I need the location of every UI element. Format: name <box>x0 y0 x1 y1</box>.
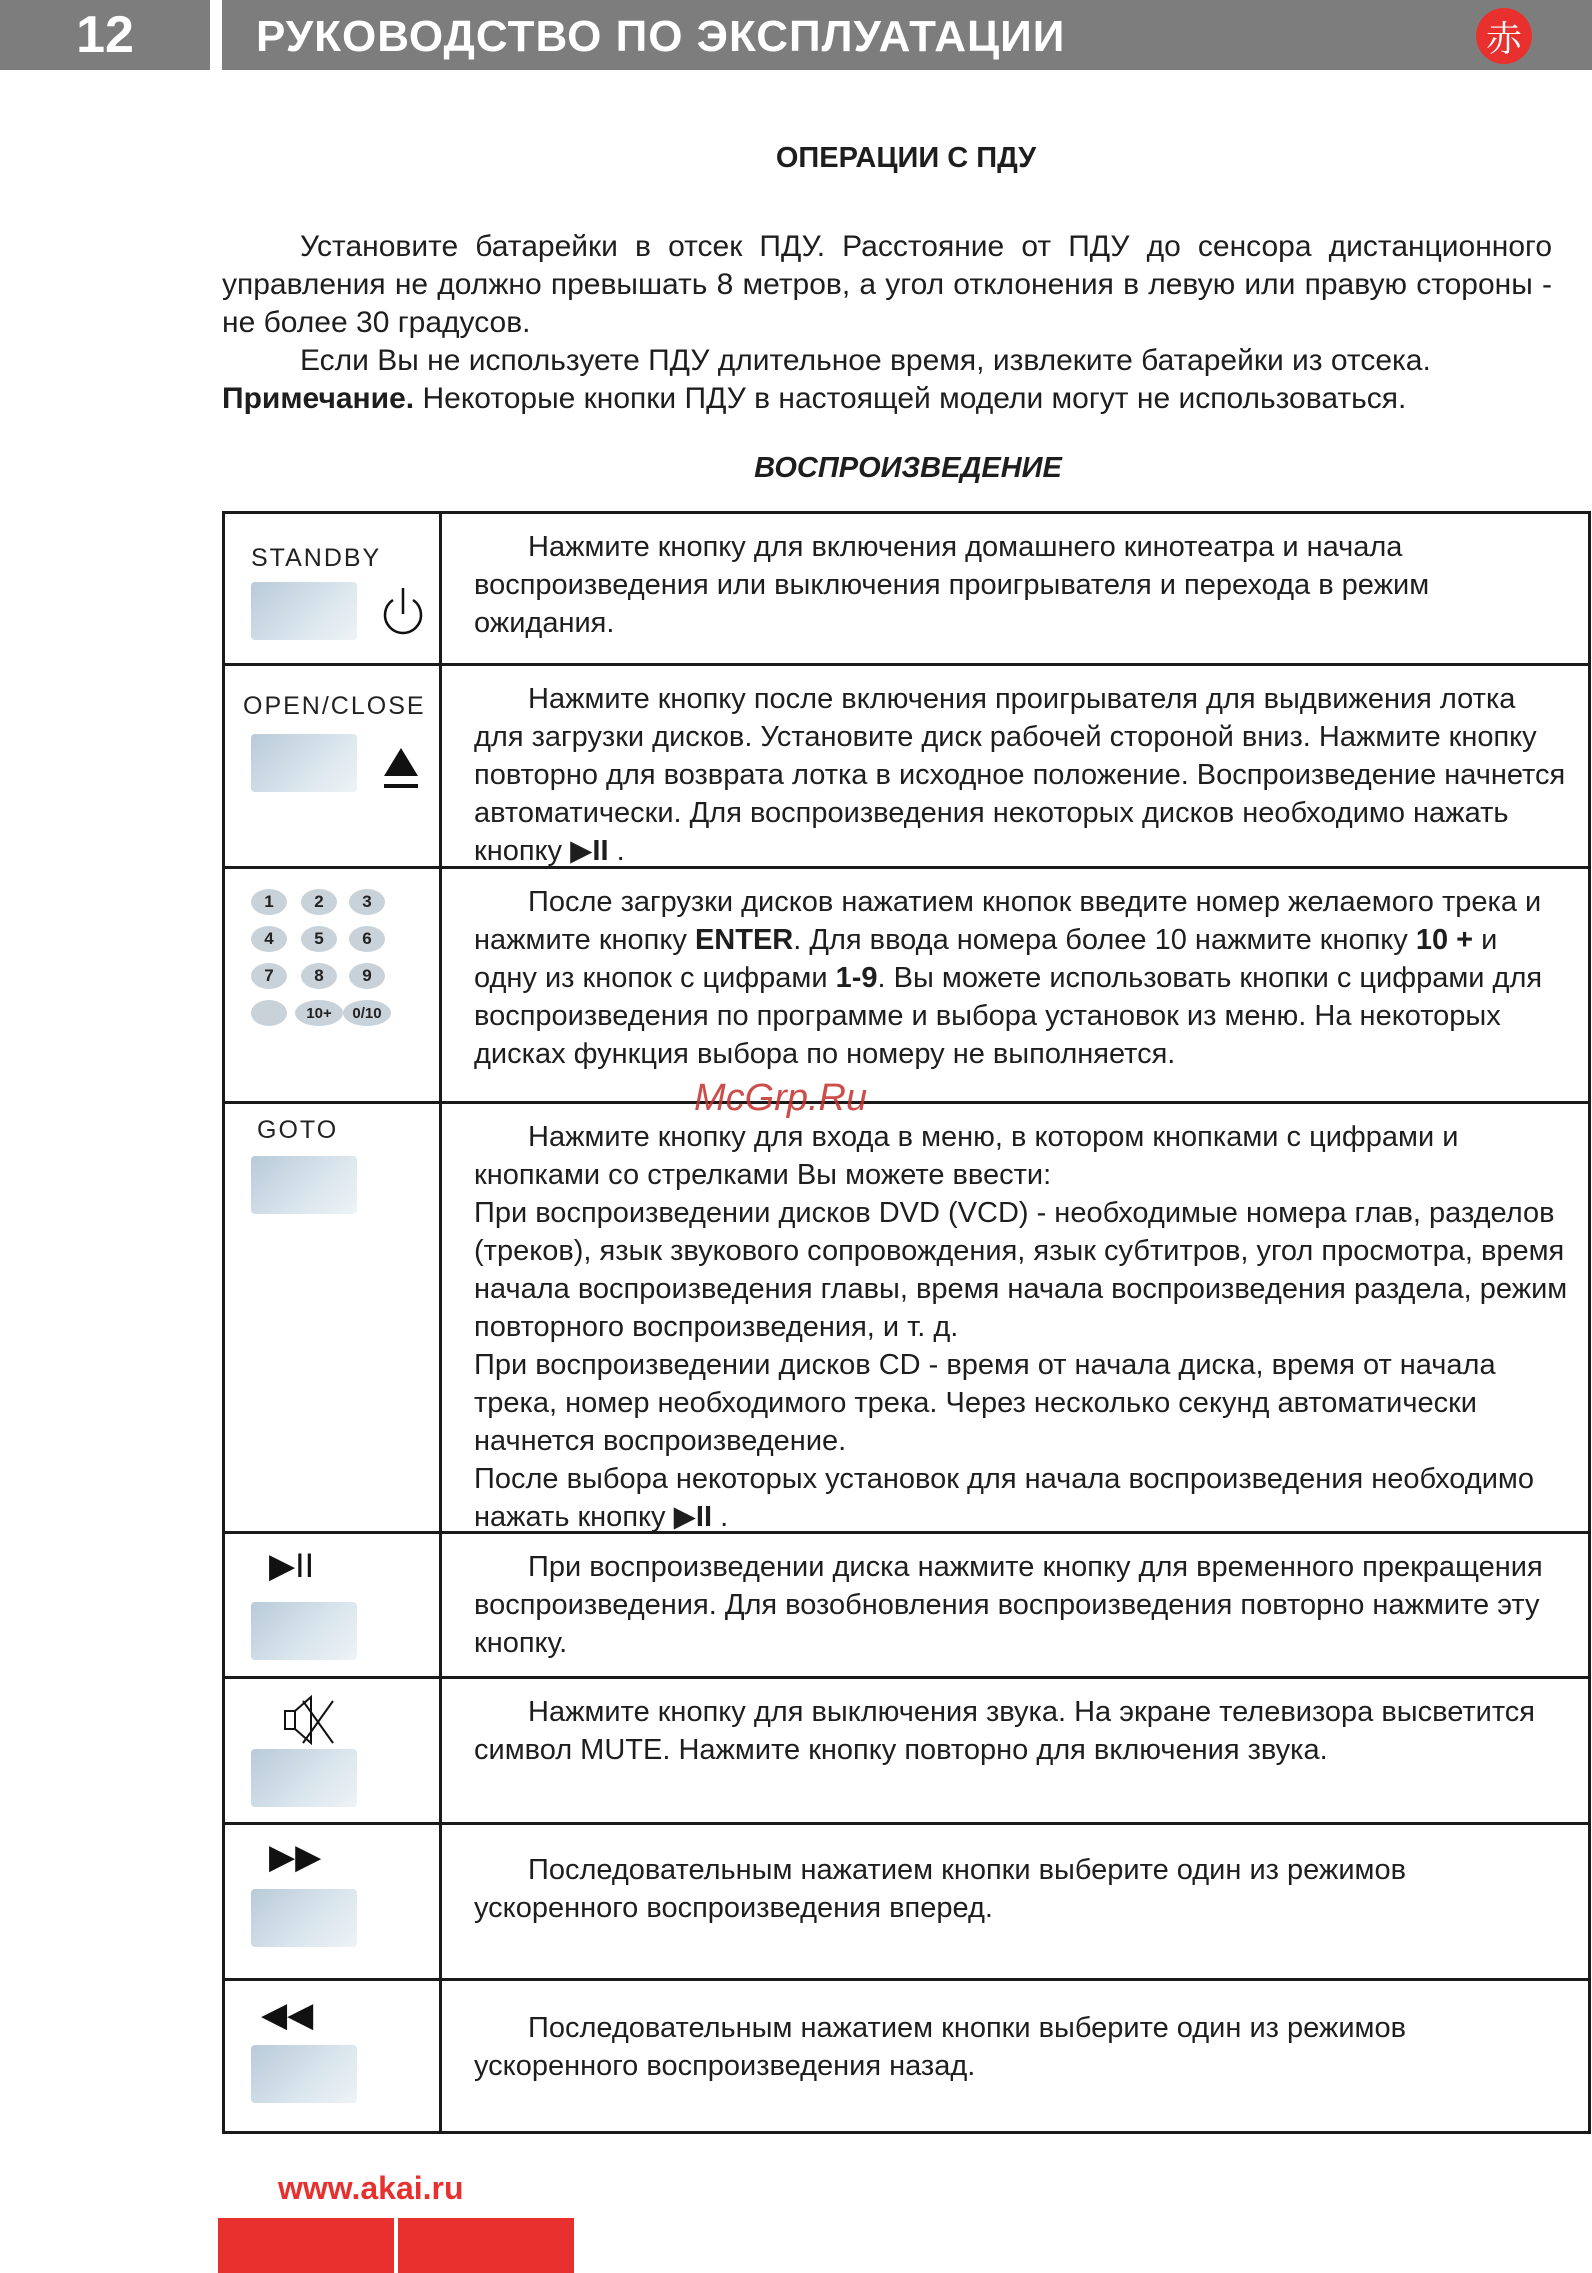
description-cell <box>442 1534 1588 1676</box>
numbers-bold-enter: ENTER <box>694 924 794 956</box>
keypad-key <box>251 1000 287 1026</box>
play-pause-button <box>251 1602 357 1660</box>
keypad-key: 6 <box>349 926 385 952</box>
power-icon <box>379 584 427 640</box>
note-text: Некоторые кнопки ПДУ в настоящей модели могут не использоваться. <box>414 382 1407 415</box>
open-close-description <box>474 680 1568 870</box>
goto-line-4-text: После выбора некоторых установок для начала воспроизведения необходимо нажать кнопку <box>474 1463 1534 1533</box>
number-keypad-cell <box>225 869 442 1101</box>
keypad-key: 10+ <box>295 1000 343 1026</box>
goto-label: GOTO <box>257 1116 339 1144</box>
keypad-key: 1 <box>251 889 287 915</box>
standby-label: STANDBY <box>251 544 382 572</box>
fast-forward-description: Последовательным нажатием кнопки выберите один из режимов ускоренного воспроизведения вперед. <box>474 1854 1407 1924</box>
keypad-key: 8 <box>301 963 337 989</box>
button-cell <box>225 1534 442 1676</box>
table-row <box>225 1825 1588 1981</box>
footer-url[interactable]: www.akai.ru <box>278 2170 464 2206</box>
description-cell <box>442 1825 1588 1978</box>
keypad-key: 5 <box>301 926 337 952</box>
play-pause-icon: ▶II <box>570 835 609 867</box>
intro-text <box>222 228 1552 418</box>
intro-note <box>222 380 1552 418</box>
play-pause-description: При воспроизведении диска нажмите кнопку для временного прекращения воспроизведения. Для возобновления воспроизведения повторно нажмите эту кнопку. <box>474 1551 1543 1659</box>
table-row <box>225 1534 1588 1679</box>
keypad-key: 2 <box>301 889 337 915</box>
open-close-text: Нажмите кнопку после включения проигрывателя для выдвижения лотка для загрузки дисков. Установите диск рабочей стороной вниз. Нажмите кнопку повторно для возврата лотка в исходное положение. Воспроизведение начнется автоматически. Для воспроизведения некоторых дисков необходимо нажать кнопку <box>474 683 1566 867</box>
numbers-text-1: После загрузки дисков нажатием кнопок введите номер желаемого трека и нажмите кнопку <box>474 886 1542 956</box>
description-cell <box>442 666 1588 866</box>
note-label: Примечание. <box>222 382 415 415</box>
page-header <box>0 0 1592 70</box>
button-cell <box>225 1679 442 1822</box>
description-cell <box>442 514 1588 663</box>
goto-line-2: При воспроизведении дисков DVD (VCD) - необходимые номера глав, разделов (треков), язык звукового сопровождения, язык субтитров, угол просмотра, время начала воспроизведения главы, время начала воспроизведения раздела, режим повторного воспроизведения, и т. д. <box>474 1197 1568 1343</box>
button-cell <box>225 1981 442 2131</box>
goto-line-1: Нажмите кнопку для входа в меню, в котором кнопками с цифрами и кнопками со стрелками Вы можете ввести: <box>474 1121 1459 1191</box>
button-cell <box>225 666 442 866</box>
header-title: РУКОВОДСТВО ПО ЭКСПЛУАТАЦИИ <box>256 12 1066 61</box>
numbers-bold-10plus: 10 + <box>1415 924 1474 956</box>
keypad-key: 3 <box>349 889 385 915</box>
page-number: 12 <box>0 0 210 70</box>
description-cell <box>442 1981 1588 2131</box>
keypad-key: 9 <box>349 963 385 989</box>
mute-button <box>251 1749 357 1807</box>
goto-line-3: При воспроизведении дисков CD - время от начала диска, время от начала трека, номер необходимого трека. Через несколько секунд автоматически начнется воспроизведение. <box>474 1349 1496 1457</box>
keypad-key: 4 <box>251 926 287 952</box>
fast-forward-icon: ▶▶ <box>269 1838 322 1876</box>
numbers-text-2: . Для ввода номера более 10 нажмите кнопку <box>793 924 1416 956</box>
table-row <box>225 1679 1588 1825</box>
akai-logo: 赤 <box>1476 8 1532 64</box>
description-cell <box>442 869 1588 1101</box>
mute-description: Нажмите кнопку для выключения звука. На экране телевизора высветится символ MUTE. Нажмите кнопку повторно для включения звука. <box>474 1696 1535 1766</box>
table-row <box>225 1104 1588 1534</box>
playback-subtitle: ВОСПРОИЗВЕДЕНИЕ <box>754 452 1062 484</box>
rewind-icon: ◀◀ <box>261 1996 314 2034</box>
button-cell <box>225 514 442 663</box>
table-row <box>225 514 1588 666</box>
button-cell <box>225 1104 442 1531</box>
button-table <box>222 511 1591 2134</box>
section-title: ОПЕРАЦИИ С ПДУ <box>775 142 1037 174</box>
footer-bar <box>218 2218 394 2273</box>
keypad-key: 7 <box>251 963 287 989</box>
goto-button <box>251 1156 357 1214</box>
button-cell <box>225 1825 442 1978</box>
table-row <box>225 666 1588 869</box>
description-cell <box>442 1679 1588 1822</box>
open-close-label: OPEN/CLOSE <box>243 692 426 720</box>
keypad-key: 0/10 <box>343 1000 391 1026</box>
rewind-button <box>251 2045 357 2103</box>
fast-forward-button <box>251 1889 357 1947</box>
goto-line-4 <box>474 1460 1568 1536</box>
intro-paragraph-2: Если Вы не используете ПДУ длительное время, извлеките батарейки из отсека. <box>300 344 1431 377</box>
watermark: McGrp.Ru <box>694 1077 868 1119</box>
play-pause-icon: ▶II <box>673 1501 713 1533</box>
numbers-text-4: . Вы можете использовать кнопки с цифрами для воспроизведения по программе и выбора установок из меню. На некоторых дисках функция выбора по номеру не выполняется. <box>474 962 1543 1070</box>
open-close-end: . <box>608 835 625 867</box>
standby-description: Нажмите кнопку для включения домашнего кинотеатра и начала воспроизведения или выключения проигрывателя и перехода в режим ожидания. <box>474 531 1430 639</box>
standby-button <box>251 582 357 640</box>
rewind-description: Последовательным нажатием кнопки выберите один из режимов ускоренного воспроизведения назад. <box>474 2012 1407 2082</box>
description-cell <box>442 1104 1588 1531</box>
table-row <box>225 1981 1588 2131</box>
goto-line-4-end: . <box>712 1501 729 1533</box>
open-close-button <box>251 734 357 792</box>
numbers-bold-range: 1-9 <box>835 962 878 994</box>
numbers-text-3: и одну из кнопок с цифрами <box>474 924 1498 994</box>
mute-icon <box>281 1693 341 1749</box>
intro-paragraph-1: Установите батарейки в отсек ПДУ. Расстояние от ПДУ до сенсора дистанционного управления не должно превышать 8 метров, а угол отклонения в левую или правую стороны - не более 30 градусов. <box>222 230 1552 339</box>
table-row <box>225 869 1588 1104</box>
numbers-description <box>474 883 1568 1073</box>
play-pause-icon: ▶II <box>269 1547 315 1585</box>
eject-icon <box>381 744 421 796</box>
footer-bar <box>398 2218 574 2273</box>
